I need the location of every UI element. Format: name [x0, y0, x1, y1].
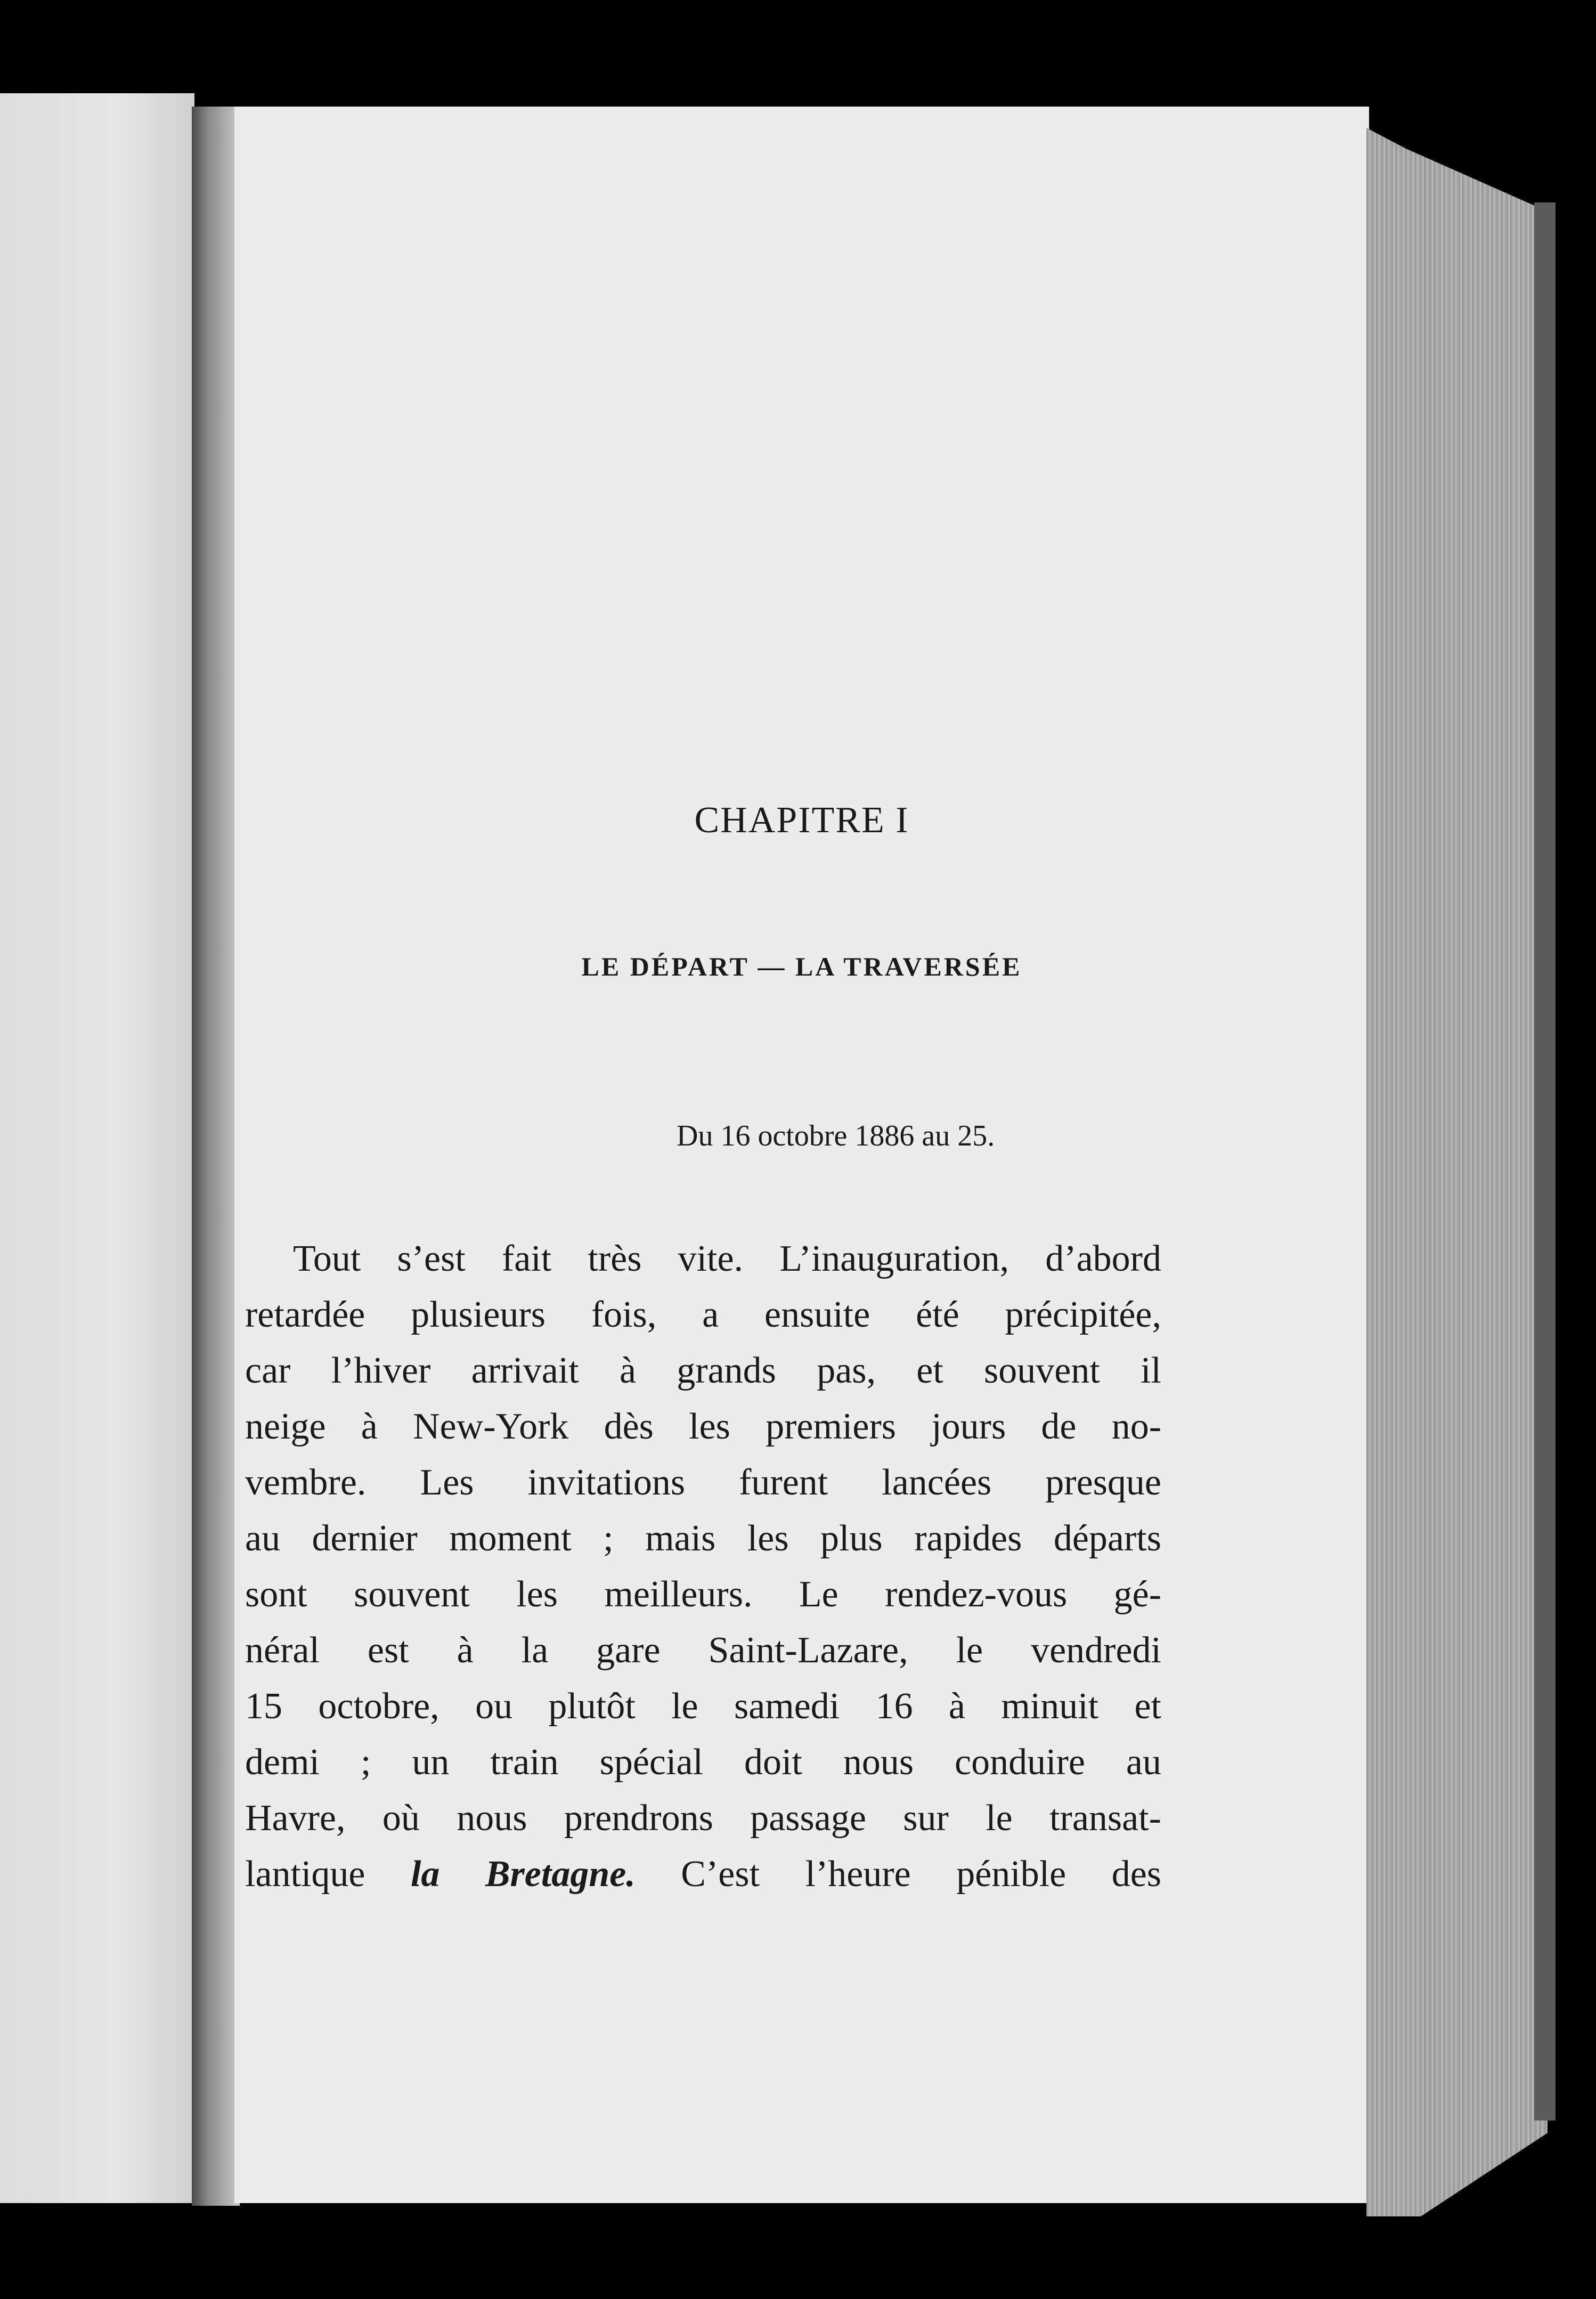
left-page-edge [0, 93, 194, 2203]
last-line-start: lantique [245, 1854, 411, 1895]
chapter-dateline: Du 16 octobre 1886 au 25. [677, 1119, 995, 1152]
body-line: car l’hiver arrivait à grands pas, et souvent il [245, 1350, 1161, 1391]
page-edges-shadow [1534, 202, 1556, 2121]
body-line: Havre, où nous prendrons passage sur le transat- [245, 1798, 1161, 1839]
body-line: vembre. Les invitations furent lancées presque [245, 1462, 1161, 1503]
body-text [245, 1231, 1161, 1902]
body-line: néral est à la gare Saint-Lazare, le vendredi [245, 1630, 1161, 1671]
body-line: au dernier moment ; mais les plus rapides départs [245, 1518, 1161, 1559]
last-line-end: C’est l’heure pénible des [635, 1854, 1162, 1895]
book-gutter-shadow [192, 107, 240, 2206]
body-line: demi ; un train spécial doit nous conduire au [245, 1742, 1161, 1783]
chapter-title: CHAPITRE I [694, 800, 909, 841]
body-line: 15 octobre, ou plutôt le samedi 16 à minuit et [245, 1686, 1161, 1727]
page-edges-stack [1366, 128, 1548, 2216]
body-line: neige à New-York dès les premiers jours de no- [245, 1406, 1161, 1447]
body-line: sont souvent les meilleurs. Le rendez-vous gé- [245, 1574, 1161, 1615]
body-line: retardée plusieurs fois, a ensuite été précipitée, [245, 1294, 1161, 1335]
ship-name-italic: la Bretagne. [410, 1854, 636, 1895]
body-line: Tout s’est fait très vite. L’inauguration, d’abord [293, 1238, 1161, 1279]
chapter-subtitle: LE DÉPART — LA TRAVERSÉE [581, 952, 1022, 981]
body-line-last [245, 1846, 1161, 1902]
